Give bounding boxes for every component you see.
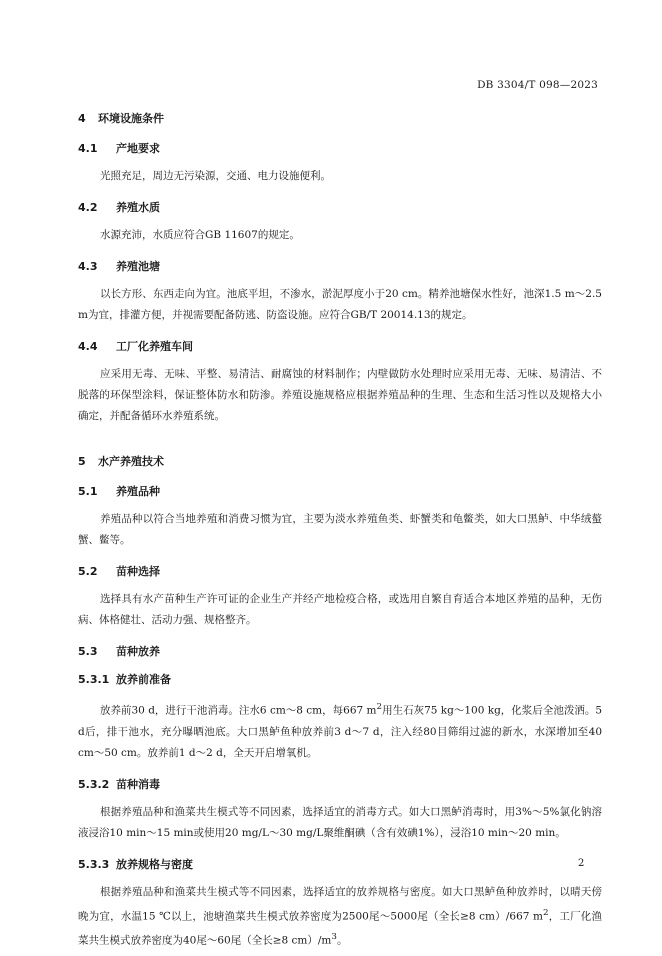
- heading-5-3: [78, 643, 602, 659]
- heading-4-1: [78, 140, 602, 156]
- heading-title: 苗种放养: [116, 645, 160, 658]
- heading-title: 产地要求: [116, 142, 160, 155]
- paragraph-4-2: 水源充沛，水质应符合GB 11607的规定。: [100, 229, 300, 241]
- heading-4-2: [78, 199, 602, 215]
- heading-title: 养殖品种: [116, 485, 160, 498]
- document-id: DB 3304/T 098—2023: [477, 79, 598, 91]
- heading-title: 放养前准备: [116, 673, 171, 686]
- section-title: 水产养殖技术: [98, 455, 164, 468]
- heading-number: 5.1: [78, 485, 98, 498]
- heading-title: 苗种选择: [116, 565, 160, 578]
- section-heading-5: [78, 453, 602, 469]
- heading-5-3-1: [78, 671, 602, 687]
- superscript: 2: [542, 907, 549, 918]
- paragraph-4-1: 光照充足，周边无污染源，交通、电力设施便利。: [100, 170, 331, 182]
- heading-number: 5.3.2: [78, 777, 110, 791]
- heading-number: 4.4: [78, 340, 98, 353]
- heading-title: 苗种消毒: [116, 777, 160, 791]
- heading-number: 5.3.1: [78, 673, 110, 686]
- superscript: 3: [331, 932, 337, 942]
- paragraph-4-4: 应采用无毒、无味、平整、易清洁、耐腐蚀的材料制作；内壁做防水处理时应采用无毒、无味、易清洁、不脱落的环保型涂料，保证整体防水和防渗。养殖设施规格应根据养殖品种的生理、生态和生活习性以及规格大小确定，并配备循环水养殖系统。: [78, 368, 602, 422]
- heading-title: 放养规格与密度: [116, 857, 193, 871]
- page-number: 2: [578, 858, 585, 869]
- superscript: 2: [376, 702, 383, 712]
- text-part: 。: [336, 934, 348, 947]
- heading-title: 工厂化养殖车间: [116, 340, 193, 353]
- heading-5-2: [78, 563, 602, 579]
- section-heading-4: [78, 110, 602, 126]
- heading-number: 5.2: [78, 565, 98, 578]
- heading-5-1: [78, 483, 602, 499]
- heading-title: 养殖池塘: [116, 260, 160, 273]
- section-number: 4: [78, 112, 86, 125]
- paragraph-4-3: 以长方形、东西走向为宜。池底平坦，不渗水，淤泥厚度小于20 cm。精养池塘保水性好，池深1.5 m～2.5 m为宜，排灌方便，并视需要配备防逃、防盗设施。应符合GB/T 20014.13的规定。: [78, 288, 602, 321]
- heading-number: 5.3.3: [78, 857, 110, 871]
- heading-number: 4.3: [78, 260, 98, 273]
- text-part: 放养前30 d，进行干池消毒。注水6 cm～8 cm，每667 m: [100, 704, 377, 717]
- paragraph-5-3-2: 根据养殖品种和渔菜共生模式等不同因素，选择适宜的消毒方式。如大口黑鲈消毒时，用3%～5%氯化钠溶液浸浴10 min～15 min或使用20 mg/L～30 mg/L聚维酮碘（含有效碘1%），浸浴10 min～20 min。: [78, 805, 602, 839]
- heading-5-3-2: [78, 776, 602, 792]
- section-title: 环境设施条件: [98, 112, 164, 125]
- heading-4-3: [78, 258, 602, 274]
- document-body: [78, 100, 602, 956]
- heading-number: 5.3: [78, 645, 98, 658]
- text-part: 根据养殖品种和渔菜共生模式等不同因素，选择适宜的放养规格与密度。如大口黑鲈鱼种放养时，以晴天傍晚为宜，水温15 ℃以上，池塘渔菜共生模式放养密度为2500尾～5000尾（全长≥8 cm）/667 m: [78, 885, 602, 922]
- heading-title: 养殖水质: [116, 201, 160, 214]
- paragraph-5-3-1: [78, 697, 602, 764]
- text-part: ，工厂化渔菜共生模式放养密度为40尾～60尾（全长≥8 cm）/m: [78, 910, 602, 947]
- paragraph-5-1: 养殖品种以符合当地养殖和消费习惯为宜，主要为淡水养殖鱼类、虾蟹类和龟鳖类，如大口黑鲈、中华绒螯蟹、鳖等。: [78, 513, 602, 546]
- section-number: 5: [78, 455, 86, 468]
- paragraph-5-2: 选择具有水产苗种生产许可证的企业生产并经产地检疫合格，或选用自繁自育适合本地区养殖的品种，无伤病、体格健壮、活动力强、规格整齐。: [78, 593, 602, 626]
- paragraph-5-3-3: [78, 882, 602, 952]
- heading-number: 4.1: [78, 142, 98, 155]
- heading-number: 4.2: [78, 201, 98, 214]
- text-part: 用生石灰75 kg～100 kg，化浆后全池泼洒。5 d后，排干池水，充分曝晒池底。大口黑鲈鱼种放养前3 d～7 d，注入经80目筛绢过滤的新水，水深增加至40 cm～50 cm。放养前1 d～2 d，全天开启增氧机。: [78, 704, 602, 759]
- heading-5-3-3: [78, 856, 602, 872]
- heading-4-4: [78, 338, 602, 354]
